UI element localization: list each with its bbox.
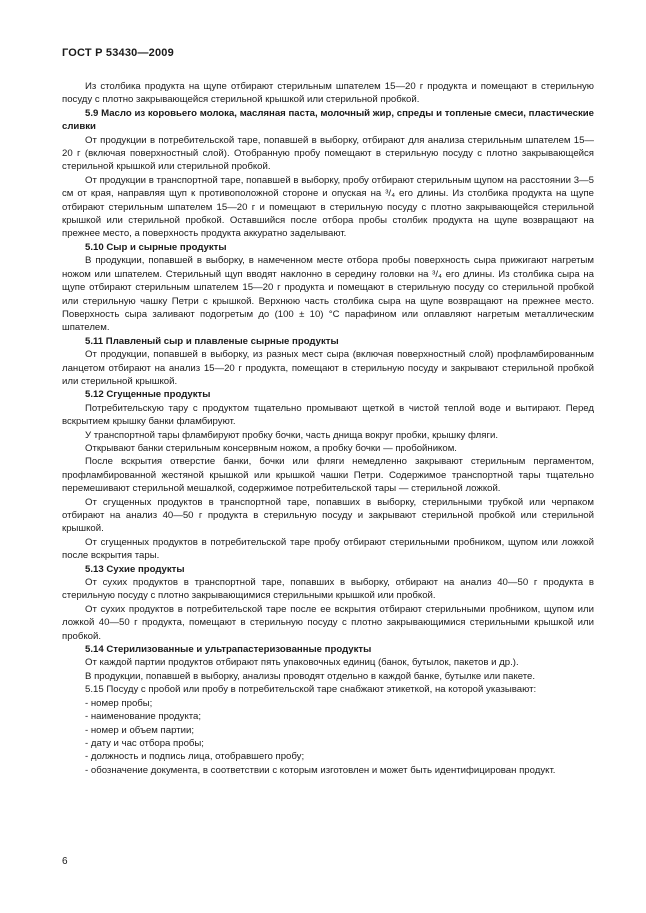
section-heading: 5.11 Плавленый сыр и плавленые сырные продукты: [85, 335, 339, 347]
list-item: - номер пробы;: [85, 697, 153, 709]
paragraph: У транспортной тары фламбируют пробку бочки, часть днища вокруг пробки, крышку фляги.: [85, 429, 498, 441]
section-heading: 5.9 Масло из коровьего молока, масляная паста, молочный жир, спреды и топленые смеси, пластические сливки: [62, 107, 594, 133]
paragraph: От продукции в транспортной таре, попавшей в выборку, пробу отбирают стерильным щупом на расстоянии 3—5 см от края, направляя щуп к противоположной стороне и опуская на ³/₄ его длины. Из столбика продукта на щупе отбирают стерильным шпателем 15—20 г и помещают в стерильную посуду с плотно закрывающейся стерильной крышкой или стерильной пробкой. Оставшийся после отбора пробы столбик продукта на щупе возвращают на прежнее место, а поверхность продукта аккуратно заделывают.: [62, 174, 594, 240]
paragraph: От каждой партии продуктов отбирают пять упаковочных единиц (банок, бутылок, пакетов и др.).: [85, 657, 519, 669]
list-item: - наименование продукта;: [85, 711, 202, 723]
paragraph: Потребительскую тару с продуктом тщательно промывают щеткой в чистой теплой воде и вытирают. Перед вскрытием крышку банки фламбируют.: [62, 402, 594, 428]
section-heading: 5.14 Стерилизованные и ультрапастеризованные продукты: [85, 644, 372, 656]
paragraph: От сухих продуктов в потребительской таре после ее вскрытия отбирают стерильными пробником, щупом или ложкой 40—50 г продукта, помещают в стерильную посуду с плотно закрывающимися стерильными крышкой или пробкой.: [62, 603, 594, 642]
paragraph: От сгущенных продуктов в транспортной таре, попавших в выборку, стерильными трубкой или черпаком отбирают на анализ 40—50 г продукта в стерильную посуду и закрывают стерильной пробкой или стерильной крышкой.: [62, 496, 594, 535]
paragraph: В продукции, попавшей в выборку, анализы проводят отдельно в каждой банке, бутылке или пакете.: [85, 670, 536, 682]
paragraph: От продукции, попавшей в выборку, из разных мест сыра (включая поверхностный слой) профламбированным ланцетом отбирают на анализ 15—20 г продукта, помещают в стерильную посуду и закрывают стерильной пробкой или стерильной крышкой.: [62, 349, 594, 387]
section-heading: 5.10 Сыр и сырные продукты: [85, 241, 227, 253]
paragraph: В продукции, попавшей в выборку, в намеченном месте отбора пробы поверхность сыра прижигают нагретым ножом или шпателем. Стерильный щуп вводят наклонно в середину головки на ³/₄ его длины. Из столбика сыра на щупе отбирают стерильным шпателем 15—20 г продукта и помещают в стерильную посуду со стерильной пробкой или стерильную чашку Петри с крышкой. Верхнюю часть столбика сыра на щупе возвращают на прежнее место. Поверхность сыра заливают подогретым до (100 ± 10) °С парафином или оплавляют нагретым металлическим шпателем.: [62, 255, 594, 334]
paragraph: Открывают банки стерильным консервным ножом, а пробку бочки — пробойником.: [85, 442, 457, 454]
document-body: [62, 80, 594, 777]
list-item: - дату и час отбора пробы;: [85, 737, 204, 749]
section-heading: 5.12 Сгущенные продукты: [85, 389, 211, 401]
paragraph: От сухих продуктов в транспортной таре, попавших в выборку, отбирают на анализ 40—50 г продукта в стерильную посуду с плотно закрывающимися стерильными крышкой или пробкой.: [62, 577, 594, 602]
document-header: ГОСТ Р 53430—2009: [62, 47, 174, 59]
paragraph: От сгущенных продуктов в потребительской таре пробу отбирают стерильными пробником, щупом или ложкой после вскрытия тары.: [62, 536, 594, 562]
list-item: - должность и подпись лица, отобравшего пробу;: [85, 751, 305, 763]
paragraph: 5.15 Посуду с пробой или пробу в потребительской таре снабжают этикеткой, на которой указывают:: [85, 684, 537, 696]
list-item: - номер и объем партии;: [85, 724, 194, 736]
paragraph: После вскрытия отверстие банки, бочки или фляги немедленно закрывают стерильным пергаментом, профламбированной жестяной крышкой или крышкой чашки Петри. Содержимое транспортной тары тщательно перемешивают стерильной мешалкой, содержимое потребительской тары — стерильной ложкой.: [62, 456, 594, 495]
paragraph: Из столбика продукта на щупе отбирают стерильным шпателем 15—20 г продукта и помещают в стерильную посуду с плотно закрывающейся стерильной крышкой или стерильной пробкой.: [62, 81, 594, 106]
section-heading: 5.13 Сухие продукты: [85, 563, 185, 575]
paragraph: От продукции в потребительской таре, попавшей в выборку, отбирают для анализа стерильным шпателем 15—20 г (включая поверхностный слой). Отобранную пробу помещают в стерильную посуду с плотно закрывающейся стерильной крышкой или стерильной пробкой.: [62, 134, 594, 173]
paragraph: - обозначение документа, в соответствии с которым изготовлен и может быть идентифицирован продукт.: [85, 764, 556, 776]
page-number: 6: [62, 856, 68, 867]
